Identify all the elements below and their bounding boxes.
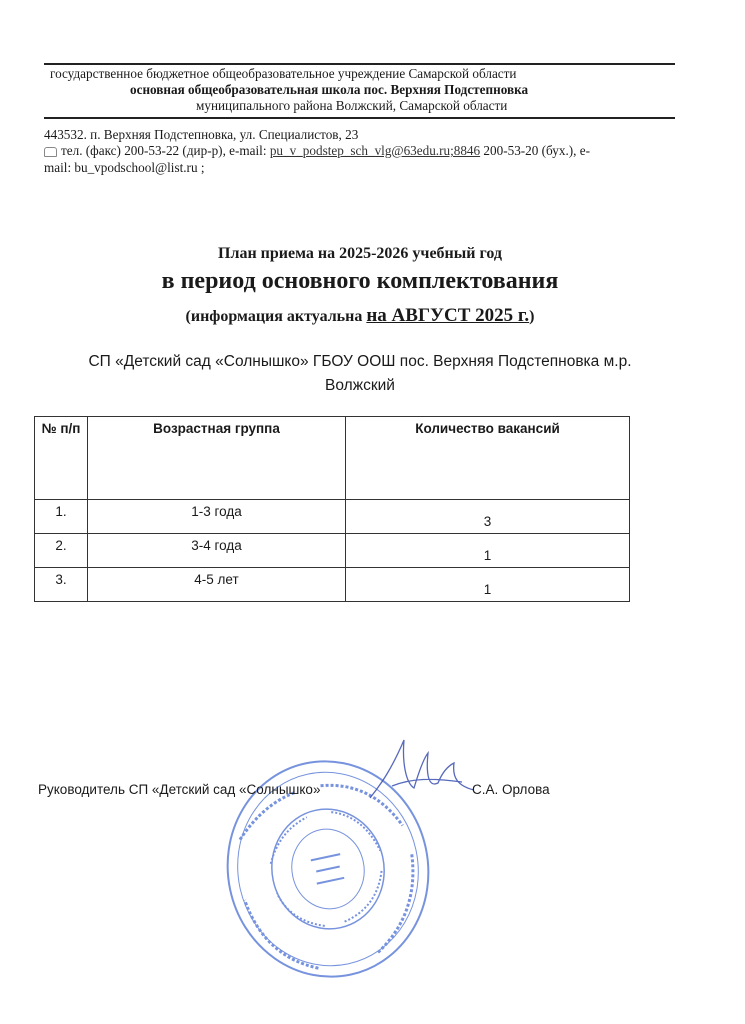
email-link[interactable]: pu_v_podstep_sch_vlg@63edu.ru;8846 [269,143,481,158]
handwritten-signature [362,728,482,808]
row-age-group: 3-4 года [88,534,346,568]
title-date-highlight: на АВГУСТ 2025 г. [366,305,530,326]
row-age-group: 4-5 лет [88,568,346,602]
row-vacancies: 3 [346,500,630,534]
header-bottom-rule [44,117,675,119]
vacancies-table [34,416,630,602]
table-header-row [35,417,630,500]
phone-icon [44,147,57,157]
row-number: 1. [35,500,88,534]
table-row [35,500,630,534]
row-number: 2. [35,534,88,568]
signature-role: Руководитель СП «Детский сад «Солнышко» [38,782,321,797]
phone-prefix: тел. (факс) 200-53-22 (дир-р), e-mail: [61,143,270,158]
header-top-rule [44,63,675,65]
header-vacancies: Количество вакансий [346,417,630,500]
phone-line [44,143,590,159]
letterhead-line-1: государственное бюджетное общеобразовательное учреждение Самарской области [50,66,517,81]
subtitle-line-1: СП «Детский сад «Солнышко» ГБОУ ООШ пос. Верхняя Подстепновка м.р. [88,353,632,370]
title-line-3-prefix: (информация актуальна [185,308,367,325]
letterhead-line-2: основная общеобразовательная школа пос. Верхняя Подстепновка [130,82,529,97]
table-row [35,568,630,602]
row-vacancies: 1 [346,534,630,568]
email-line: mail: bu_vpodschool@list.ru ; [44,160,205,175]
letterhead-line-3: муниципального района Волжский, Самарской области [196,98,508,113]
row-vacancies: 1 [346,568,630,602]
title-line-3 [0,305,720,327]
table-row [35,534,630,568]
title-line-2: в период основного комплектования [161,268,559,294]
title-line-1: План приема на 2025-2026 учебный год [218,245,502,262]
row-age-group: 1-3 года [88,500,346,534]
header-age-group: Возрастная группа [88,417,346,500]
address-line: 443532. п. Верхняя Подстепновка, ул. Специалистов, 23 [44,127,359,142]
signature-name: С.А. Орлова [472,782,550,797]
subtitle-line-2: Волжский [325,377,395,394]
title-line-3-suffix: ) [529,308,535,325]
phone-suffix: 200-53-20 (бух.), e- [480,143,590,158]
row-number: 3. [35,568,88,602]
header-number: № п/п [35,417,88,500]
